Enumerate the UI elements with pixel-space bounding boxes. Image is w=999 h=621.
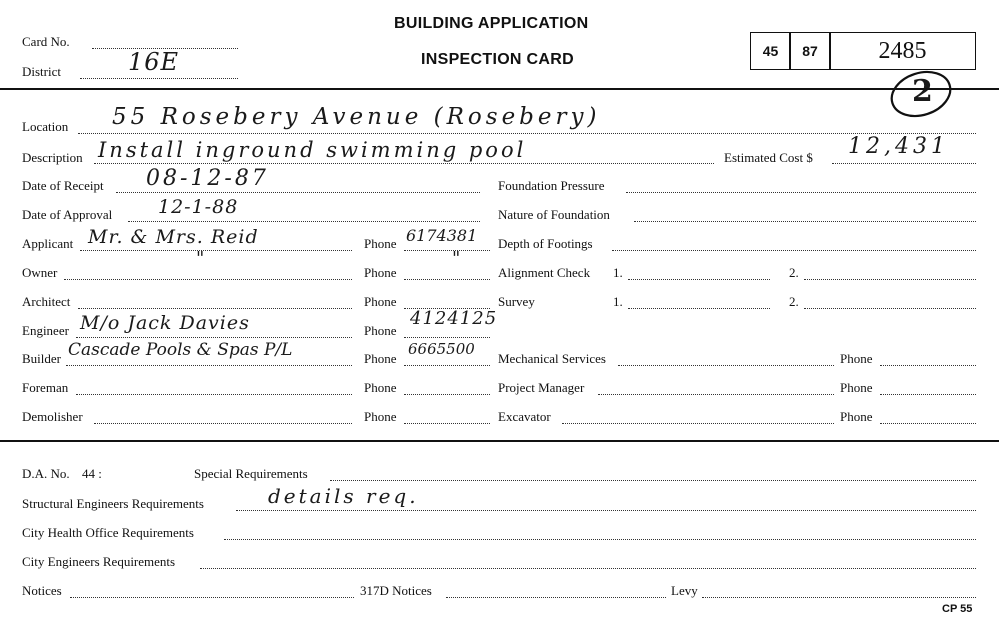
city-health-label: City Health Office Requirements: [22, 525, 194, 540]
estimated-cost-field[interactable]: [832, 163, 976, 164]
district-value: 16E: [128, 48, 180, 76]
special-requirements-label: Special Requirements: [194, 466, 308, 481]
district-field[interactable]: [80, 78, 238, 79]
demolisher-phone-field[interactable]: [404, 423, 490, 424]
foreman-label: Foreman: [22, 380, 69, 395]
structural-requirements-label: Structural Engineers Requirements: [22, 496, 204, 511]
applicant-phone-value: 6174381: [406, 226, 478, 245]
survey-label: Survey: [498, 294, 535, 309]
mechanical-phone-field[interactable]: [880, 365, 976, 366]
architect-label: Architect: [22, 294, 71, 309]
city-engineers-label: City Engineers Requirements: [22, 554, 176, 569]
notices-label: Notices: [22, 583, 62, 598]
date-approval-label: Date of Approval: [22, 207, 113, 222]
alignment-item1-field[interactable]: [628, 279, 770, 280]
owner-field[interactable]: [64, 279, 352, 280]
applicant-phone-field[interactable]: [404, 250, 490, 251]
applicant-label: Applicant: [22, 236, 74, 251]
alignment-item1-label: 1.: [613, 265, 623, 280]
circled-mark-value: 2: [912, 74, 934, 109]
engineer-phone-label: Phone: [364, 323, 397, 338]
nature-foundation-label: Nature of Foundation: [498, 207, 610, 222]
project-manager-phone-field[interactable]: [880, 394, 976, 395]
builder-phone-field[interactable]: [404, 365, 490, 366]
excavator-field[interactable]: [562, 423, 834, 424]
da-no-label: D.A. No.: [22, 466, 70, 481]
form-code: CP 55: [942, 603, 973, 615]
structural-requirements-value: details req.: [268, 484, 419, 508]
estimated-cost-label: Estimated Cost $: [724, 150, 813, 165]
location-value: 55 Rosebery Avenue (Rosebery): [112, 104, 601, 130]
description-label: Description: [22, 150, 83, 165]
city-engineers-field[interactable]: [200, 568, 976, 569]
survey-item2-field[interactable]: [804, 308, 976, 309]
header-divider: [0, 88, 999, 90]
mechanical-services-label: Mechanical Services: [498, 351, 606, 366]
structural-requirements-field[interactable]: [236, 510, 976, 511]
engineer-phone-value: 4124125: [410, 308, 498, 329]
district-label: District: [22, 64, 61, 79]
owner-phone-value: ": [452, 248, 462, 269]
estimated-cost-value: 12,431: [848, 134, 949, 159]
demolisher-phone-label: Phone: [364, 409, 397, 424]
excavator-label: Excavator: [498, 409, 551, 424]
foreman-phone-field[interactable]: [404, 394, 490, 395]
builder-phone-label: Phone: [364, 351, 397, 366]
engineer-phone-field[interactable]: [404, 337, 490, 338]
notices-field[interactable]: [70, 597, 354, 598]
mechanical-services-field[interactable]: [618, 365, 834, 366]
builder-phone-value: 6665500: [408, 340, 475, 358]
applicant-field[interactable]: [80, 250, 352, 251]
alignment-check-label: Alignment Check: [498, 265, 591, 280]
depth-footings-field[interactable]: [612, 250, 976, 251]
card-no-label: Card No.: [22, 34, 70, 49]
description-field[interactable]: [94, 163, 714, 164]
engineer-value: M/o Jack Davies: [80, 312, 250, 334]
engineer-label: Engineer: [22, 323, 69, 338]
date-approval-field[interactable]: [128, 221, 480, 222]
mechanical-phone-label: Phone: [840, 351, 873, 366]
survey-item1-label: 1.: [613, 294, 623, 309]
da-no-value: 44 :: [82, 466, 102, 481]
date-receipt-value: 08-12-87: [146, 166, 269, 191]
owner-label: Owner: [22, 265, 58, 280]
applicant-value: Mr. & Mrs. Reid: [88, 226, 259, 248]
depth-footings-label: Depth of Footings: [498, 236, 593, 251]
project-manager-label: Project Manager: [498, 380, 585, 395]
demolisher-label: Demolisher: [22, 409, 83, 424]
alignment-item2-label: 2.: [789, 265, 799, 280]
card-box-2: 87: [789, 32, 831, 70]
project-manager-field[interactable]: [598, 394, 834, 395]
owner-value: ": [196, 248, 206, 269]
date-receipt-label: Date of Receipt: [22, 178, 104, 193]
survey-item1-field[interactable]: [628, 308, 770, 309]
notices-317d-field[interactable]: [446, 597, 666, 598]
engineer-field[interactable]: [76, 337, 352, 338]
form-title-line1: BUILDING APPLICATION: [394, 15, 589, 32]
builder-label: Builder: [22, 351, 61, 366]
foundation-pressure-field[interactable]: [626, 192, 976, 193]
owner-phone-field[interactable]: [404, 279, 490, 280]
foreman-field[interactable]: [76, 394, 352, 395]
card-number-box: 2485: [829, 32, 976, 70]
architect-field[interactable]: [78, 308, 352, 309]
form-title-line2: INSPECTION CARD: [421, 51, 574, 68]
description-value: Install inground swimming pool: [98, 138, 527, 162]
excavator-phone-label: Phone: [840, 409, 873, 424]
demolisher-field[interactable]: [94, 423, 352, 424]
date-receipt-field[interactable]: [116, 192, 480, 193]
builder-value: Cascade Pools & Spas P/L: [68, 340, 293, 360]
builder-field[interactable]: [66, 365, 352, 366]
location-label: Location: [22, 119, 69, 134]
survey-item2-label: 2.: [789, 294, 799, 309]
foreman-phone-label: Phone: [364, 380, 397, 395]
applicant-phone-label: Phone: [364, 236, 397, 251]
owner-phone-label: Phone: [364, 265, 397, 280]
special-requirements-field[interactable]: [330, 480, 976, 481]
levy-label: Levy: [671, 583, 698, 598]
card-box-1: 45: [750, 32, 791, 70]
excavator-phone-field[interactable]: [880, 423, 976, 424]
project-manager-phone-label: Phone: [840, 380, 873, 395]
nature-foundation-field[interactable]: [634, 221, 976, 222]
alignment-item2-field[interactable]: [804, 279, 976, 280]
levy-field[interactable]: [702, 597, 976, 598]
location-field[interactable]: [78, 133, 976, 134]
date-approval-value: 12-1-88: [158, 196, 239, 218]
foundation-pressure-label: Foundation Pressure: [498, 178, 605, 193]
architect-phone-label: Phone: [364, 294, 397, 309]
section-divider: [0, 440, 999, 442]
city-health-field[interactable]: [224, 539, 976, 540]
notices-317d-label: 317D Notices: [360, 583, 432, 598]
